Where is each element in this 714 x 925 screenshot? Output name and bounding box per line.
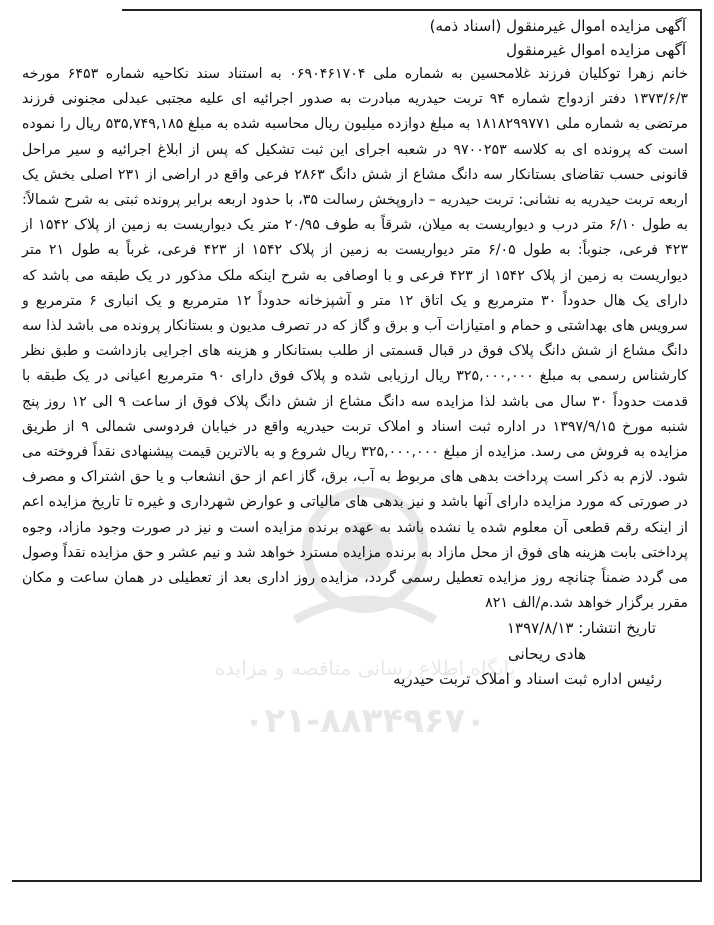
auction-notice bbox=[22, 14, 688, 693]
watermark-phone: ۰۲۱-۸۸۳۴۹۶۷۰ bbox=[243, 701, 487, 741]
notice-body: خانم زهرا توکلیان فرزند غلامحسین به شماره ملی ۰۶۹۰۴۶۱۷۰۴ به استناد سند نکاحیه شماره ۶۴۵۳ مورخه ۱۳۷۳/۶/۳ دفتر ازدواج شماره ۹۴ تربت حیدریه مبادرت به صدور اجرائیه ای علیه مجتبی عبدلی مجنونی فرزند مرتضی به شماره ملی ۱۸۱۸۲۹۹۷۷۱ به مبلغ دوازده میلیون ریال محاسبه شده به مبلغ ۵۳۵,۷۴۹,۱۸۵ ریال را نموده است که پرونده ای به کلاسه ۹۷۰۰۲۵۳ در شعبه اجرای این ثبت تشکیل که پس از ابلاغ اجرائیه و سیر مراحل قانونی حسب تقاضای بستانکار سه دانگ مشاع از شش دانگ ۲۸۶۳ فرعی واقع در اراضی از ۲۳۱ اصلی بخش یک اربعه تربت حیدریه به نشانی: تربت حیدریه – داروپخش رسالت ۳۵، با حدود اربعه برابر پرونده ثبتی به شرح شمالاً: به طول ۶/۱۰ متر درب و دیواریست به میلان، شرقاً به طوف ۲۰/۹۵ متر یک دیواریست به زمین از پلاک ۱۵۴۲ از ۴۲۳ فرعی، جنوباً: به طول ۶/۰۵ متر دیواریست به زمین از پلاک ۱۵۴۲ از ۴۲۳ فرعی، غرباً به طول ۲۱ متر دیواریست به زمین از پلاک ۱۵۴۲ از ۴۲۳ فرعی و با اوصافی به شرح اینکه ملک مذکور در یک طبقه می باشد که دارای یک هال حدوداً ۳۰ مترمربع و یک اتاق ۱۲ متر و آشپزخانه حدوداً ۱۲ مترمربع و یک انباری ۶ مترمربع و سرویس های بهداشتی و حمام و امتیازات آب و برق و گاز که در تصرف مدیون و بستانکار پرونده می باشد لذا سه دانگ مشاع از شش دانگ پلاک فوق در قبال قسمتی از طلب بستانکار و هزینه های اجرایی بازداشت و طبق نظر کارشناس رسمی به مبلغ ۳۲۵,۰۰۰,۰۰۰ ریال ارزیابی شده و پلاک فوق دارای ۹۰ مترمربع اعیانی در یک طبقه با قدمت حدوداً ۳۰ سال می باشد لذا مزایده سه دانگ مشاع از شش دانگ پلاک فوق از ساعت ۹ الی ۱۲ روز پنج شنبه مورخ ۱۳۹۷/۹/۱۵ در اداره ثبت اسناد و املاک تربت حیدریه واقع در خیابان فردوسی شمالی ۹ از طریق مزایده به فروش می رسد. مزایده از مبلغ ۳۲۵,۰۰۰,۰۰۰ ریال شروع و به بالاترین قیمت پیشنهادی نقداً فروخته می شود. لازم به ذکر است پرداخت بدهی های مربوط به آب، برق، گاز اعم از حق انشعاب و یا حق اشتراک و مصرف در صورتی که مورد مزایده دارای آنها باشد و نیز بدهی های مالیاتی و عوارض شهرداری و غیره تا تاریخ مزایده اعم از اینکه رقم قطعی آن معلوم شده یا نشده باشد به عهده برنده مزایده است و نیز در صورت وجود مازاد، وجوه پرداختی بابت هزینه های فوق از محل مازاد به برنده مزایده مسترد خواهد شد و نیم عشر و حق مزایده نقداً وصول می گردد ضمناً چنانچه روز مزایده تعطیل رسمی گردد، مزایده روز اداری بعد از تعطیلی در همان ساعت و مکان مقرر برگزار خواهد شد.م/الف ۸۲۱ bbox=[22, 66, 688, 612]
notice-title-secondary: آگهی مزایده اموال غیرمنقول bbox=[506, 41, 686, 59]
right-border-rule bbox=[700, 9, 702, 881]
signatory-name: هادی ریحانی bbox=[507, 644, 586, 663]
top-border-rule bbox=[122, 9, 702, 11]
notice-title-primary: آگهی مزایده اموال غیرمنقول (اسناد ذمه) bbox=[429, 17, 686, 35]
publish-date: تاریخ انتشار: ۱۳۹۷/۸/۱۳ bbox=[506, 619, 656, 638]
signatory-title: رئیس اداره ثبت اسناد و املاک تربت حیدریه bbox=[393, 670, 662, 689]
watermark-caption: پایگاه اطلاع رسانی مناقصه و مزایده bbox=[214, 656, 516, 680]
bottom-border-rule bbox=[12, 880, 702, 882]
